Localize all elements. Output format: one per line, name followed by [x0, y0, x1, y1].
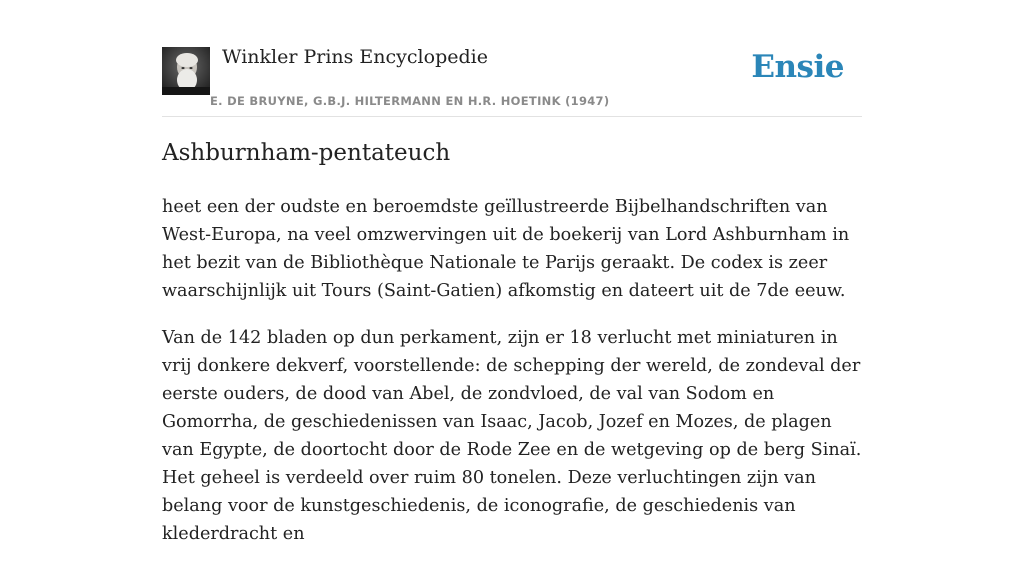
brand-logo[interactable]: Ensie [751, 49, 844, 85]
page-header [162, 46, 862, 117]
author-avatar[interactable] [162, 47, 210, 95]
portrait-photo-icon [162, 47, 210, 95]
source-title[interactable]: Winkler Prins Encyclopedie [222, 46, 488, 68]
article-body [162, 193, 862, 567]
article-paragraph: Van de 142 bladen op dun perkament, zijn er 18 verlucht met miniaturen in vrij donkere dekverf, voorstellende: de schepping der wereld, de zondeval der eerste ouders, de dood van Abel, de zondvloed, de val van Sodom en Gomorrha, de geschiedenissen van Isaac, Jacob, Jozef en Mozes, de plagen van Egypte, de doortocht door de Rode Zee en de wetgeving op de berg Sinaï. Het geheel is verdeeld over ruim 80 tonelen. Deze verluchtingen zijn van belang voor de kunstgeschiedenis, de iconografie, de geschiedenis van klederdracht en [162, 328, 862, 544]
article-paragraph: heet een der oudste en beroemdste geïllustreerde Bijbelhandschriften van West-Europa, na veel omzwervingen uit de boekerij van Lord Ashburnham in het bezit van de Bibliothèque Nationale te Parijs geraakt. De codex is zeer waarschijnlijk uit Tours (Saint-Gatien) afkomstig en dateert uit de 7de eeuw. [162, 197, 850, 301]
source-authors: E. DE BRUYNE, G.B.J. HILTERMANN EN H.R. HOETINK (1947) [210, 94, 610, 108]
article-title: Ashburnham-pentateuch [162, 140, 451, 166]
